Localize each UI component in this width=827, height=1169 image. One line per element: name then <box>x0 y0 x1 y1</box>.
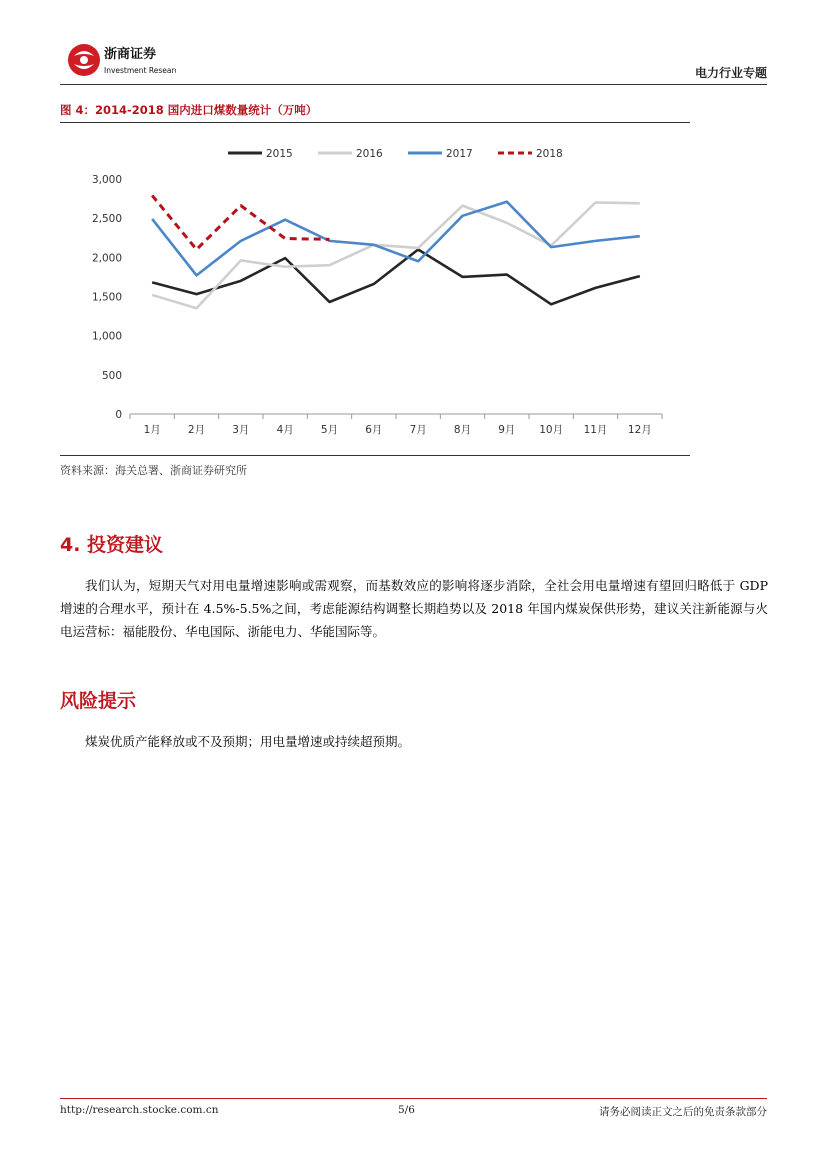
y-tick-label: 3,000 <box>91 174 122 186</box>
y-tick-label: 500 <box>101 369 122 382</box>
figure-title: 图 4：2014-2018 国内进口煤数量统计（万吨） <box>60 103 318 117</box>
section-body-risk: 煤炭优质产能释放或不及预期；用电量增速或持续超预期。 <box>85 734 411 749</box>
logo-mark <box>66 40 176 80</box>
series-line-2017 <box>152 202 640 276</box>
legend-label-2017: 2017 <box>446 148 473 160</box>
page-number: 5/6 <box>398 1104 415 1116</box>
x-tick-label: 6月 <box>365 424 383 436</box>
plot-area <box>152 195 640 308</box>
figure-top-rule <box>60 122 690 123</box>
logo-text-en: Investment Research <box>104 66 176 75</box>
section-heading-investment: 4. 投资建议 <box>60 534 164 556</box>
figure-bottom-rule <box>60 455 690 456</box>
x-tick-label: 7月 <box>409 424 427 436</box>
x-tick-label: 11月 <box>583 424 608 436</box>
figure-source: 资料来源：海关总署、浙商证券研究所 <box>60 464 247 477</box>
y-tick-label: 1,000 <box>91 330 122 343</box>
company-logo <box>66 40 176 80</box>
footer-divider <box>60 1098 767 1099</box>
x-tick-label: 2月 <box>187 424 206 436</box>
logo-text-cn: 浙商证券 <box>104 47 157 62</box>
legend-label-2015: 2015 <box>266 148 293 160</box>
x-tick-label: 5月 <box>320 424 339 436</box>
y-axis <box>92 174 122 421</box>
legend-label-2016: 2016 <box>356 148 383 160</box>
x-tick-label: 9月 <box>498 424 516 436</box>
x-tick-label: 4月 <box>276 424 294 436</box>
y-tick-label: 0 <box>115 409 122 421</box>
x-tick-label: 1月 <box>143 424 161 436</box>
header-divider <box>60 84 767 85</box>
report-category: 电力行业专题 <box>694 66 767 80</box>
y-tick-label: 1,500 <box>91 291 122 304</box>
import-coal-line-chart <box>60 124 690 454</box>
chart-legend <box>228 148 563 160</box>
y-tick-label: 2,000 <box>91 252 122 265</box>
section-heading-risk: 风险提示 <box>60 690 137 712</box>
footer-url-link[interactable]: http://research.stocke.com.cn <box>60 1104 219 1116</box>
legend-label-2018: 2018 <box>536 148 563 160</box>
x-tick-label: 3月 <box>232 424 250 436</box>
x-tick-label: 12月 <box>627 424 652 436</box>
series-line-2016 <box>152 203 640 309</box>
x-tick-label: 8月 <box>453 424 472 436</box>
section-body-investment: 我们认为，短期天气对用电量增速影响或需观察，而基数效应的影响将逐步消除，全社会用电量增速有望回归略低于 GDP 增速的合理水平，预计在 4.5%-5.5%之间，考虑能源结构调整长期趋势以及 2018 年国内煤炭保供形势，建议关注新能源与火电运营标：福能股份、华电国际、浙能电力、华能国际等。 <box>60 578 768 639</box>
y-tick-label: 2,500 <box>91 213 122 226</box>
x-axis <box>130 414 662 436</box>
x-tick-label: 10月 <box>539 424 564 436</box>
footer-disclaimer: 请务必阅读正文之后的免责条款部分 <box>599 1106 767 1118</box>
